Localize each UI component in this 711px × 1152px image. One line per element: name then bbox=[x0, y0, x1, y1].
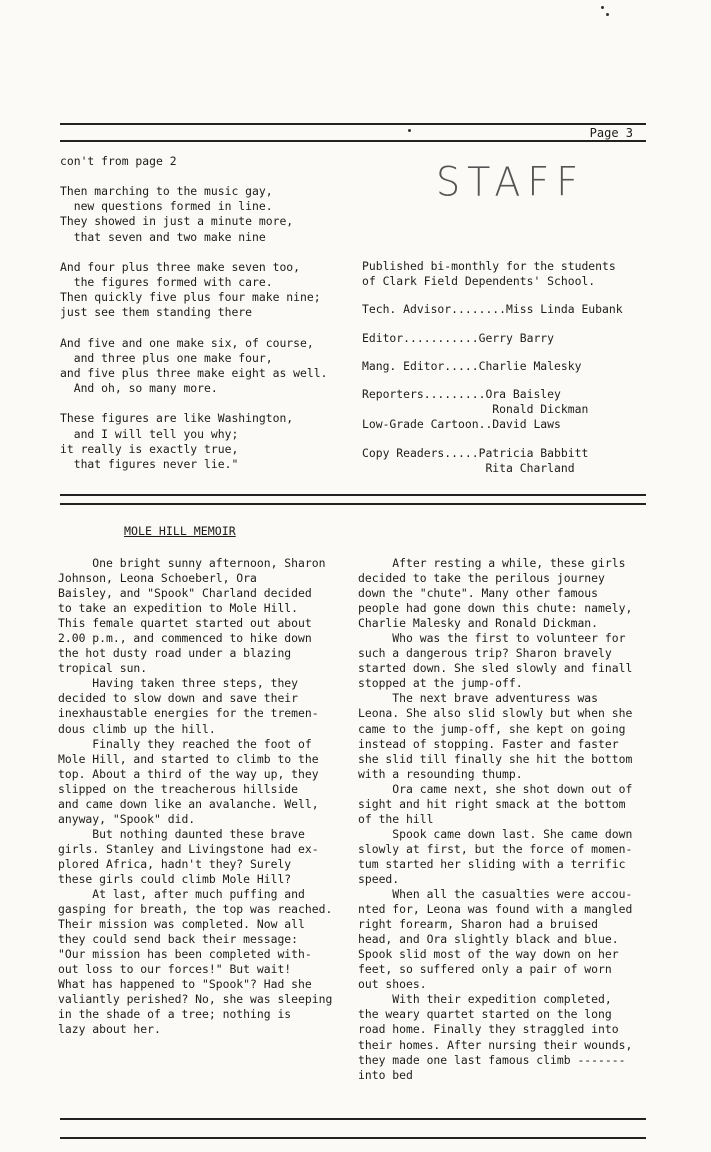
staff-entry bbox=[362, 387, 652, 433]
poem-line: it really is exactly true, bbox=[60, 441, 239, 456]
poem-line: and three plus one make four, bbox=[60, 350, 273, 365]
article-line: Leona. She also slid slowly but when she bbox=[358, 706, 633, 721]
article-line: to take an expedition to Mole Hill. bbox=[58, 601, 299, 616]
article-line: 2.00 p.m., and commenced to hike down bbox=[58, 631, 312, 646]
staff-entry bbox=[362, 259, 652, 289]
poem-line: that figures never lie." bbox=[60, 457, 239, 472]
poem-line: new questions formed in line. bbox=[60, 199, 273, 214]
article-line: plored Africa, hadn't they? Surely bbox=[58, 856, 292, 871]
article-title: MOLE HILL MEMOIR bbox=[124, 524, 236, 538]
article-line: in the shade of a tree; nothing is bbox=[58, 1007, 292, 1022]
article-line: they could send back their message: bbox=[58, 932, 299, 947]
article-line: nted for, Leona was found with a mangled bbox=[358, 902, 633, 917]
poem-line: And five and one make six, of course, bbox=[60, 335, 314, 350]
poem-stanza bbox=[60, 184, 350, 245]
article-line: gasping for breath, the top was reached. bbox=[58, 902, 333, 917]
article-line: came to the jump-off, she kept on going bbox=[358, 721, 626, 736]
poem-line: They showed in just a minute more, bbox=[60, 214, 294, 229]
article-line: people had gone down this chute: namely, bbox=[358, 601, 633, 616]
article-line: tropical sun. bbox=[58, 661, 148, 676]
article-line: out shoes. bbox=[358, 977, 427, 992]
article-line: road home. Finally they straggled into bbox=[358, 1022, 619, 1037]
staff-line: Tech. Advisor........Miss Linda Eubank bbox=[362, 302, 623, 317]
article-line: Mole Hill, and started to climb to the bbox=[58, 751, 319, 766]
article-line: dous climb up the hill. bbox=[58, 721, 216, 736]
article-line: This female quartet started out about bbox=[58, 616, 312, 631]
article-line: right forearm, Sharon had a bruised bbox=[358, 917, 599, 932]
bottom-rule-secondary bbox=[60, 1137, 646, 1139]
article-line: What has happened to "Spook"? Had she bbox=[58, 977, 312, 992]
staff-line: Copy Readers.....Patricia Babbitt bbox=[362, 445, 589, 460]
article-line: head, and Ora slightly black and blue. bbox=[358, 932, 619, 947]
article-line: instead of stopping. Faster and faster bbox=[358, 736, 619, 751]
poem-line: Then quickly five plus four make nine; bbox=[60, 290, 321, 305]
article-line: started down. She sled slowly and finall bbox=[358, 661, 633, 676]
article-line: Having taken three steps, they bbox=[58, 676, 299, 691]
section-rule-secondary bbox=[60, 503, 646, 505]
article-line: Ora came next, she shot down out of bbox=[358, 781, 633, 796]
staff-entry bbox=[362, 446, 652, 476]
poem-stanza bbox=[60, 336, 350, 397]
staff-heading: STAFF bbox=[436, 158, 586, 206]
article-line: When all the casualties were accou- bbox=[358, 887, 633, 902]
article-line: But nothing daunted these brave bbox=[58, 826, 305, 841]
staff-line: of Clark Field Dependents' School. bbox=[362, 274, 596, 289]
article-line: valiantly perished? No, she was sleeping bbox=[58, 992, 333, 1007]
article-line: stopped at the jump-off. bbox=[358, 676, 523, 691]
bottom-rule bbox=[60, 1118, 646, 1120]
ink-mark bbox=[601, 6, 604, 9]
article-line: Spook came down last. She came down bbox=[358, 826, 633, 841]
poem-line: And oh, so many more. bbox=[60, 381, 218, 396]
poem-line: And four plus three make seven too, bbox=[60, 259, 301, 274]
top-rule bbox=[60, 123, 646, 125]
article-line: these girls could climb Mole Hill? bbox=[58, 871, 292, 886]
article-line: slowly at first, but the force of momen- bbox=[358, 841, 633, 856]
article-line: out loss to our forces!" But wait! bbox=[58, 962, 292, 977]
continued-note: con't from page 2 bbox=[60, 154, 177, 168]
article-line: inexhaustable energies for the tremen- bbox=[58, 706, 319, 721]
article-line: Johnson, Leona Schoeberl, Ora bbox=[58, 571, 257, 586]
poem-line: and five plus three make eight as well. bbox=[60, 366, 328, 381]
staff-line: Mang. Editor.....Charlie Malesky bbox=[362, 358, 582, 373]
article-line: the weary quartet started on the long bbox=[358, 1007, 612, 1022]
section-rule bbox=[60, 494, 646, 496]
poem-line: that seven and two make nine bbox=[60, 229, 266, 244]
article-line: The next brave adventuress was bbox=[358, 691, 599, 706]
staff-entry bbox=[362, 359, 652, 374]
article-line: At last, after much puffing and bbox=[58, 887, 305, 902]
staff-entry bbox=[362, 331, 652, 346]
article-line: Baisley, and "Spook" Charland decided bbox=[58, 586, 312, 601]
staff-line: Editor...........Gerry Barry bbox=[362, 330, 555, 345]
article-line: Their mission was completed. Now all bbox=[58, 917, 305, 932]
ink-mark bbox=[606, 13, 609, 16]
article-line: speed. bbox=[358, 871, 400, 886]
article-line: anyway, "Spook" did. bbox=[58, 811, 196, 826]
article-left-column bbox=[58, 556, 358, 1038]
article-line: feet, so suffered only a pair of worn bbox=[358, 962, 612, 977]
poem-stanza bbox=[60, 411, 350, 472]
poem-line: These figures are like Washington, bbox=[60, 411, 294, 426]
article-line: One bright sunny afternoon, Sharon bbox=[58, 556, 326, 570]
article-line: of the hill bbox=[358, 811, 434, 826]
ink-mark bbox=[408, 129, 411, 132]
poem-line: the figures formed with care. bbox=[60, 275, 273, 290]
article-line: they made one last famous climb ------- bbox=[358, 1052, 626, 1067]
article-line: slipped on the treacherous hillside bbox=[58, 781, 299, 796]
staff-line: Rita Charland bbox=[362, 460, 575, 475]
article-line: she slid till finally she hit the bottom bbox=[358, 751, 633, 766]
poem-line: and I will tell you why; bbox=[60, 426, 239, 441]
article-line: into bed bbox=[358, 1067, 413, 1082]
article-line: Spook slid most of the way down on her bbox=[358, 947, 619, 962]
top-rule-secondary bbox=[60, 140, 646, 142]
article-line: down the "chute". Many other famous bbox=[358, 586, 599, 601]
poem-line: just see them standing there bbox=[60, 305, 253, 320]
article-line: sight and hit right smack at the bottom bbox=[358, 796, 626, 811]
article-line: decided to take the perilous journey bbox=[358, 571, 605, 586]
article-line: the hot dusty road under a blazing bbox=[58, 646, 292, 661]
article-line: "Our mission has been completed with- bbox=[58, 947, 312, 962]
staff-line: Ronald Dickman bbox=[362, 402, 589, 417]
article-line: With their expedition completed, bbox=[358, 992, 612, 1007]
article-line: lazy about her. bbox=[58, 1022, 161, 1037]
article-line: with a resounding thump. bbox=[358, 766, 523, 781]
page-number: Page 3 bbox=[589, 126, 633, 140]
poem-stanza bbox=[60, 260, 350, 321]
staff-list bbox=[362, 259, 652, 489]
staff-line: Published bi-monthly for the students bbox=[362, 259, 616, 273]
article-line: top. About a third of the way up, they bbox=[58, 766, 319, 781]
article-right-column bbox=[358, 556, 658, 1083]
poem-line: Then marching to the music gay, bbox=[60, 184, 273, 198]
article-line: their homes. After nursing their wounds, bbox=[358, 1037, 633, 1052]
article-line: and came down like an avalanche. Well, bbox=[58, 796, 319, 811]
poem bbox=[60, 184, 350, 487]
article-line: girls. Stanley and Livingstone had ex- bbox=[58, 841, 319, 856]
article-line: Who was the first to volunteer for bbox=[358, 631, 626, 646]
article-line: Finally they reached the foot of bbox=[58, 736, 312, 751]
staff-entry bbox=[362, 302, 652, 317]
staff-line: Reporters.........Ora Baisley bbox=[362, 387, 561, 402]
article-line: After resting a while, these girls bbox=[358, 556, 626, 570]
article-line: decided to slow down and save their bbox=[58, 691, 299, 706]
article-line: Charlie Malesky and Ronald Dickman. bbox=[358, 616, 599, 631]
article-line: tum started her sliding with a terrific bbox=[358, 856, 626, 871]
article-line: such a dangerous trip? Sharon bravely bbox=[358, 646, 612, 661]
staff-line: Low-Grade Cartoon..David Laws bbox=[362, 417, 561, 432]
